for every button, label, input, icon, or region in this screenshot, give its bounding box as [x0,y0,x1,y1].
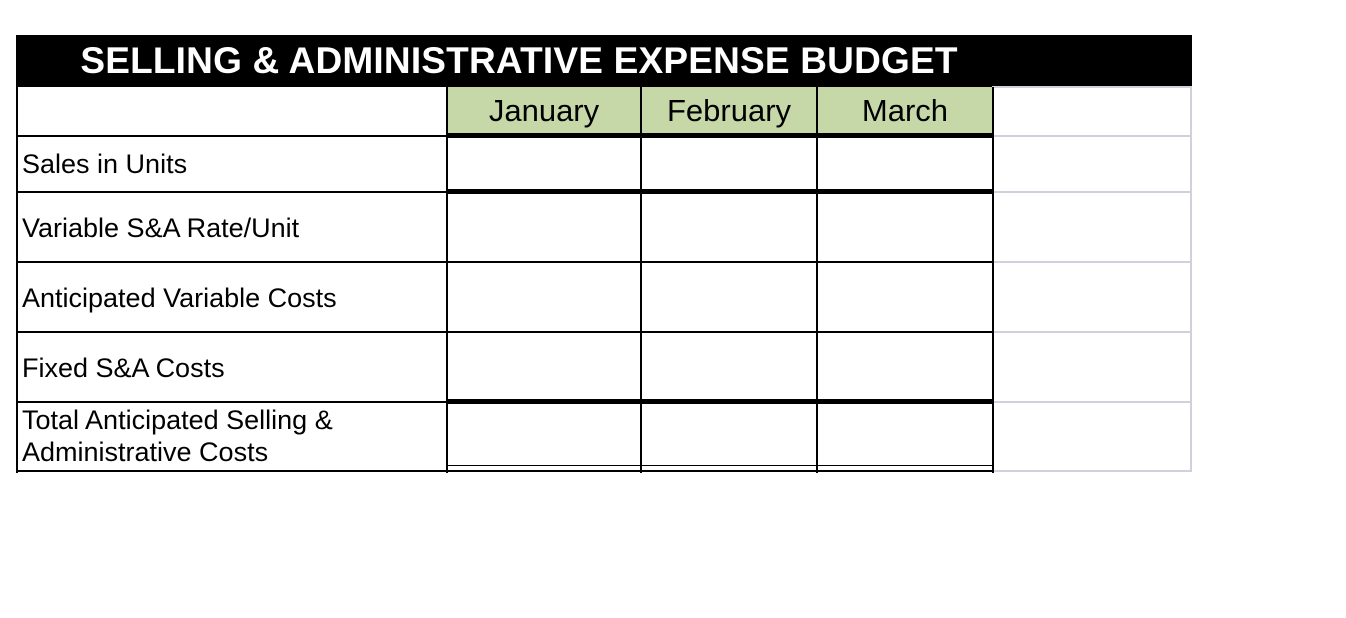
cell-rate-january[interactable] [448,195,640,261]
cell-fixed-january[interactable] [448,333,640,399]
gridline [16,261,994,263]
header-january[interactable]: January [448,87,640,134]
gridline [992,86,1192,88]
gridline [446,189,994,194]
cell-total-march[interactable] [818,405,992,469]
cell-total-january[interactable] [448,405,640,469]
budget-sheet [16,35,1192,473]
cell-total-february[interactable] [642,405,816,469]
cell-varcost-february[interactable] [642,263,816,331]
row-label-variable-rate: Variable S&A Rate/Unit [22,213,300,243]
gridline [1190,87,1192,472]
gridline [992,470,1192,472]
gridline [446,87,448,473]
gridline [446,465,994,466]
header-march[interactable]: March [818,87,992,134]
gridline [446,399,994,404]
sheet-title: SELLING & ADMINISTRATIVE EXPENSE BUDGET [16,35,1192,87]
gridline [992,261,1192,263]
cell-fixed-february[interactable] [642,333,816,399]
row-label-total-line2: Administrative Costs [22,437,269,467]
header-february[interactable]: February [642,87,816,134]
gridline [992,331,1192,333]
cell-rate-february[interactable] [642,195,816,261]
gridline [16,35,18,473]
gridline [16,331,994,333]
gridline [992,135,1192,137]
gridline [640,87,642,473]
gridline [16,191,448,193]
gridline [992,401,1192,403]
gridline [992,87,994,473]
cell-varcost-march[interactable] [818,263,992,331]
row-label-variable-costs: Anticipated Variable Costs [22,283,337,313]
cell-fixed-march[interactable] [818,333,992,399]
cell-rate-march[interactable] [818,195,992,261]
cell-sales-march[interactable] [818,138,992,190]
row-label-total-line1: Total Anticipated Selling & [22,405,333,435]
gridline [16,135,448,137]
cell-sales-january[interactable] [448,138,640,190]
row-label-fixed-costs: Fixed S&A Costs [22,353,225,383]
gridline [446,133,994,138]
gridline [16,401,448,403]
row-label-sales-units: Sales in Units [22,149,188,179]
gridline [16,470,994,472]
cell-varcost-january[interactable] [448,263,640,331]
gridline [816,87,818,473]
gridline [992,191,1192,193]
cell-sales-february[interactable] [642,138,816,190]
